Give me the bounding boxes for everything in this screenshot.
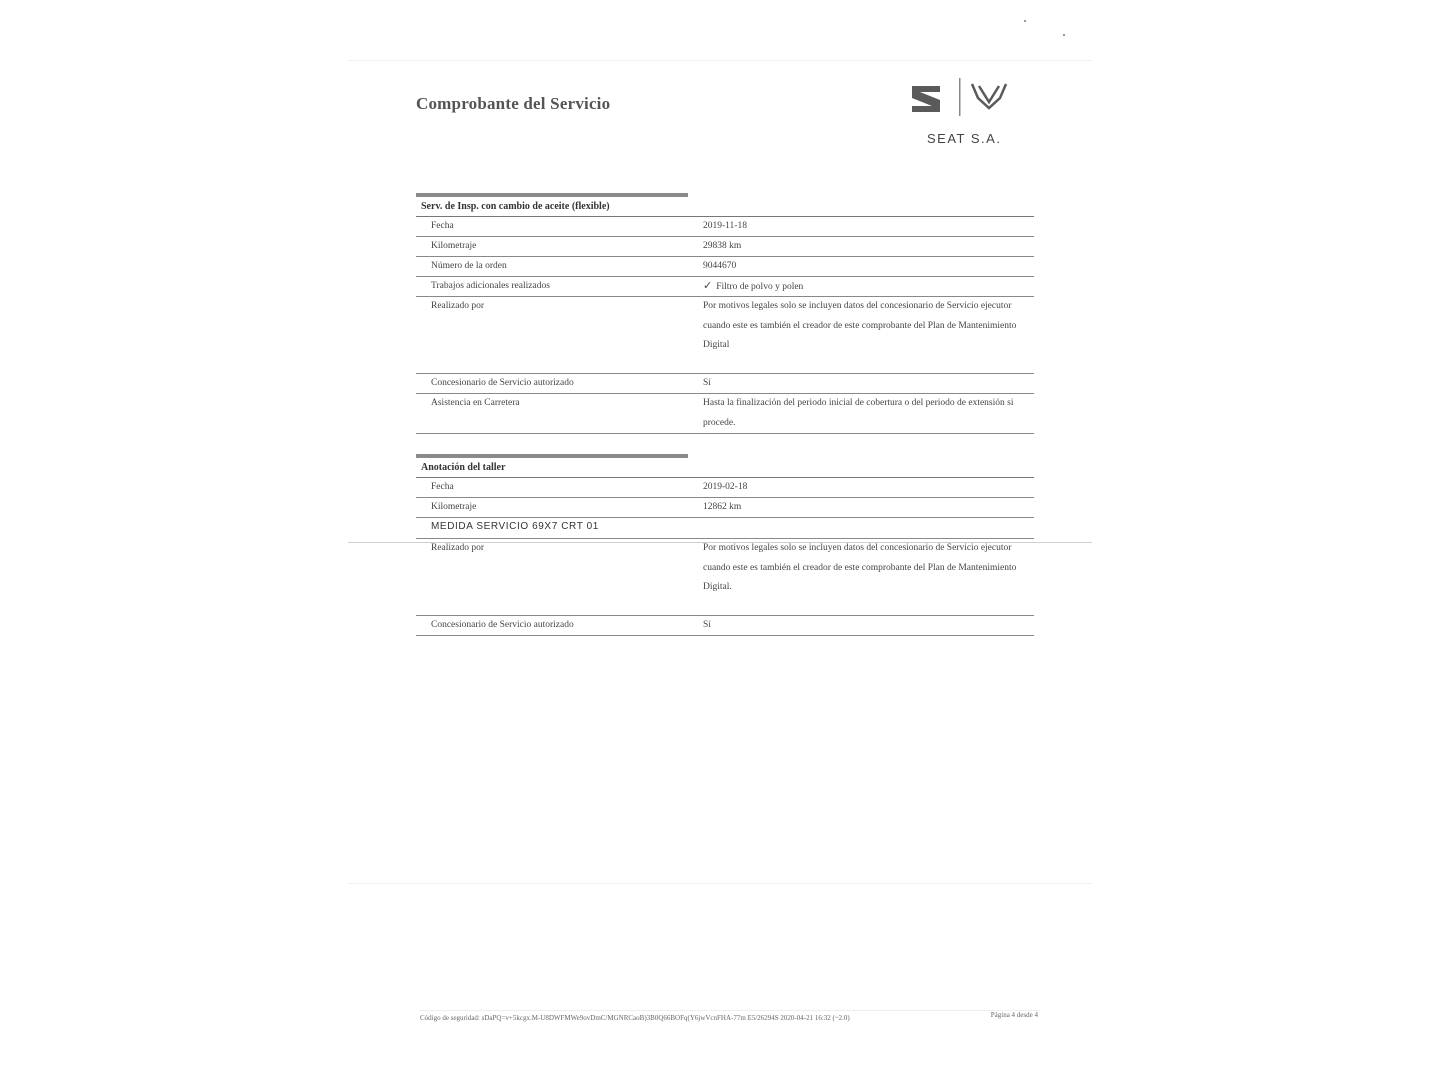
table-row — [416, 297, 1034, 374]
seat-logo-icon — [912, 86, 940, 112]
table-row — [416, 394, 1034, 434]
row-value: 2019-11-18 — [703, 221, 747, 231]
page-title: Comprobante del Servicio — [416, 94, 611, 113]
scan-speck — [1024, 20, 1026, 22]
row-value — [688, 277, 1034, 296]
row-value: 12862 km — [703, 502, 742, 512]
row-label: Realizado por — [431, 301, 485, 311]
table-row — [416, 277, 1034, 297]
scan-edge-top — [348, 60, 1092, 61]
row-value: 9044670 — [703, 261, 737, 271]
row-label: Concesionario de Servicio autorizado — [431, 378, 574, 388]
row-label: Kilometraje — [431, 502, 477, 512]
row-value: Por motivos legales solo se incluyen datos del concesionario de Servicio ejecutor cuando este es también el creador de este comprobante del Plan de Mantenimiento Digital. — [703, 543, 1017, 592]
row-label: Kilometraje — [431, 241, 477, 251]
workshop-section-title: Anotación del taller — [416, 458, 1034, 478]
table-row — [416, 539, 1034, 616]
table-row — [416, 616, 1034, 636]
table-row — [416, 237, 1034, 257]
additional-work-text: Filtro de polvo y polen — [716, 282, 804, 292]
page-footer — [420, 1010, 1040, 1022]
row-value: Sí — [703, 620, 711, 630]
table-row — [416, 478, 1034, 498]
row-label: Fecha — [431, 482, 454, 492]
service-section-title: Serv. de Insp. con cambio de aceite (flexible) — [416, 197, 1034, 217]
row-label: Realizado por — [431, 543, 485, 553]
security-code: Código de seguridad: sDaPQ=v+5kcgx.M-U8DWFMWe9ovDmC/MGNRCaoB)3B0Q66BOFq(Y6jwVcnFHA-77m E5/26294S 2020-04-21 16:32 (~2.0) — [420, 1014, 850, 1022]
table-row — [416, 498, 1034, 518]
cupra-logo-icon — [972, 84, 1006, 108]
checkmark-icon: ✓ — [703, 280, 713, 292]
row-value: 2019-02-18 — [703, 482, 748, 492]
table-row — [416, 217, 1034, 237]
row-value: Hasta la finalización del periodo inicial de cobertura o del periodo de extensión si procede. — [703, 398, 1014, 428]
page-number: Página 4 desde 4 — [990, 1011, 1038, 1019]
row-value: Por motivos legales solo se incluyen datos del concesionario de Servicio ejecutor cuando este es también el creador de este comprobante del Plan de Mantenimiento Digital — [703, 301, 1017, 350]
workshop-note: MEDIDA SERVICIO 69X7 CRT 01 — [416, 518, 1034, 539]
row-label: Asistencia en Carretera — [431, 398, 520, 408]
row-value: 29838 km — [703, 241, 742, 251]
table-row — [416, 374, 1034, 394]
row-value: Sí — [703, 378, 711, 388]
row-label: Concesionario de Servicio autorizado — [431, 620, 574, 630]
scan-artifact-line — [348, 542, 1092, 543]
row-label: Fecha — [431, 221, 454, 231]
scan-edge-bottom — [348, 883, 1092, 884]
scan-speck — [1063, 34, 1065, 36]
table-row — [416, 257, 1034, 277]
service-section — [416, 193, 1034, 434]
workshop-section — [416, 454, 1034, 636]
row-label: Trabajos adicionales realizados — [431, 281, 550, 291]
row-label: Número de la orden — [431, 261, 507, 271]
brand-text: SEAT S.A. — [927, 131, 1002, 146]
